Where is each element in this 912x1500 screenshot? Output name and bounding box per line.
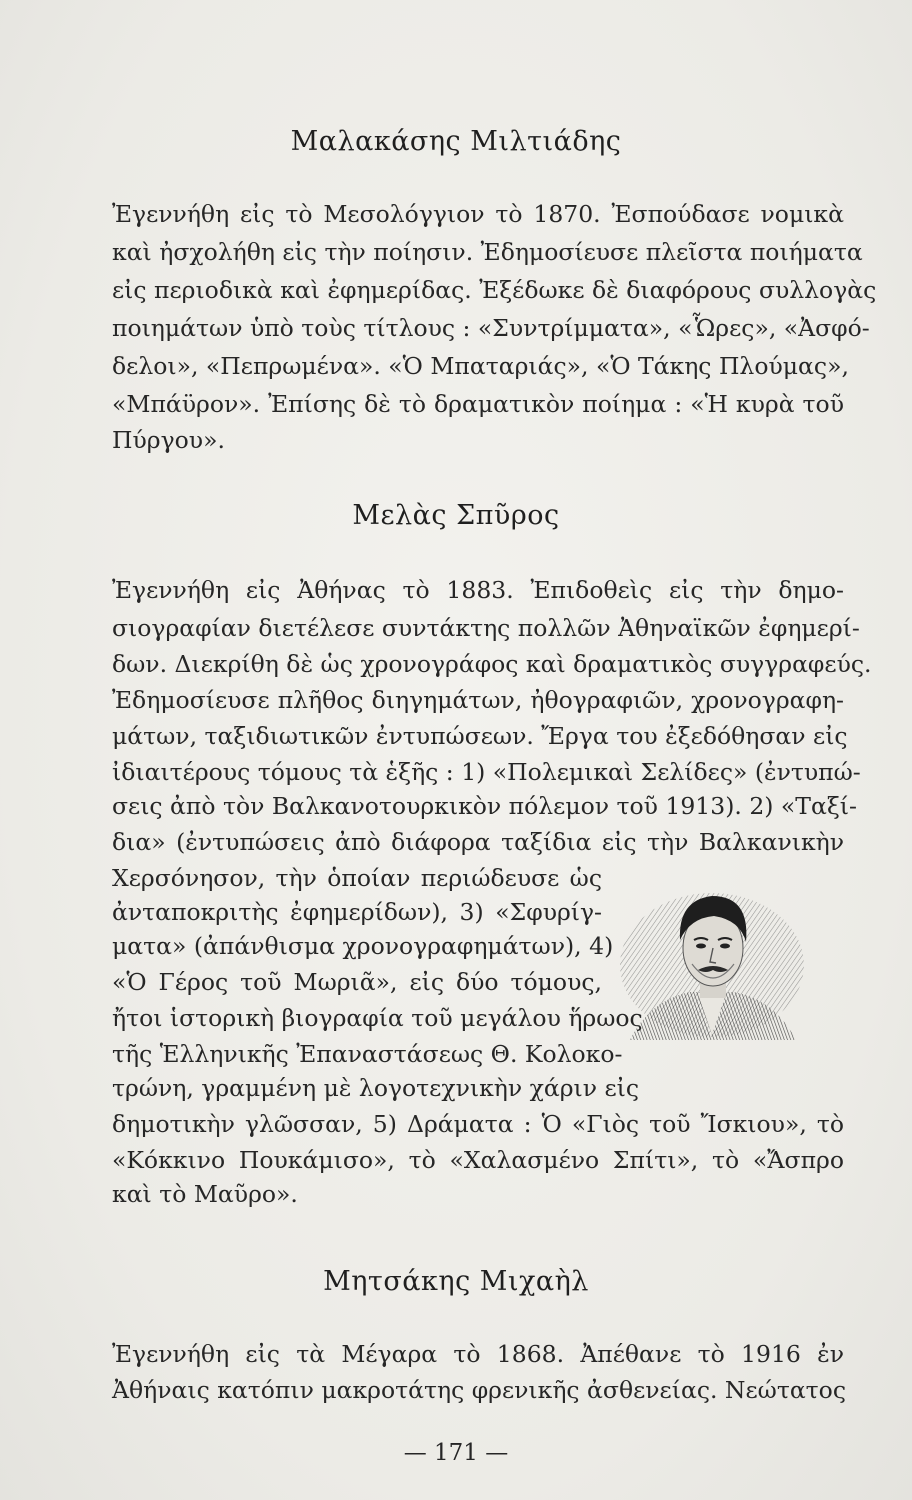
text-line: Ἀθήναις κατόπιν μακροτάτης φρενικῆς ἀσθενείας. Νεώτατος	[112, 1376, 846, 1404]
text-line: ποιημάτων ὑπὸ τοὺς τίτλους : «Συντρίμματα», «Ὧρες», «Ἀσφό-	[112, 314, 870, 342]
text-line: καὶ τὸ Μαῦρο».	[112, 1180, 298, 1208]
text-line: εἰς περιοδικὰ καὶ ἐφημερίδας. Ἐξέδωκε δὲ διαφόρους συλλογὰς	[112, 276, 877, 304]
portrait-engraving-icon	[610, 860, 810, 1060]
text-line: «Ὁ Γέρος τοῦ Μωριᾶ», εἰς δύο τόμους,	[112, 968, 602, 996]
text-line: δια» (ἐντυπώσεις ἀπὸ διάφορα ταξίδια εἰς τὴν Βαλκανικὴν	[112, 828, 844, 856]
text-line: ἰδιαιτέρους τόμους τὰ ἑξῆς : 1) «Πολεμικαὶ Σελίδες» (ἐντυπώ-	[112, 758, 861, 786]
text-line: τῆς Ἑλληνικῆς Ἐπαναστάσεως Θ. Κολοκο-	[112, 1040, 623, 1068]
text-line: «Μπάϋρον». Ἐπίσης δὲ τὸ δραματικὸν ποίημα : «Ἡ κυρὰ τοῦ	[112, 390, 844, 418]
text-line: σεις ἀπὸ τὸν Βαλκανοτουρκικὸν πόλεμον τοῦ 1913). 2) «Ταξί-	[112, 792, 857, 820]
page-number: — 171 —	[403, 1440, 509, 1466]
section-heading-malakasis: Μαλακάσης Μιλτιάδης	[290, 126, 622, 157]
text-line: δημοτικὴν γλῶσσαν, 5) Δράματα : Ὁ «Γιὸς τοῦ Ἴσκιου», τὸ	[112, 1110, 844, 1138]
text-line: ματα» (ἀπάνθισμα χρονογραφημάτων), 4)	[112, 932, 614, 960]
text-line: μάτων, ταξιδιωτικῶν ἐντυπώσεων. Ἔργα του ἐξεδόθησαν εἰς	[112, 722, 848, 750]
text-line: καὶ ἠσχολήθη εἰς τὴν ποίησιν. Ἐδημοσίευσε πλεῖστα ποιήματα	[112, 238, 863, 266]
text-line: δελοι», «Πεπρωμένα». «Ὁ Μπαταριάς», «Ὁ Τάκης Πλούμας»,	[112, 352, 849, 380]
text-line: Ἐγεννήθη εἰς Ἀθήνας τὸ 1883. Ἐπιδοθεὶς εἰς τὴν δημο-	[112, 576, 844, 604]
text-line: σιογραφίαν διετέλεσε συντάκτης πολλῶν Ἀθηναϊκῶν ἐφημερί-	[112, 614, 860, 642]
text-line: Ἐδημοσίευσε πλῆθος διηγημάτων, ἠθογραφιῶν, χρονογραφη-	[112, 686, 844, 714]
text-line: τρώνη, γραμμένη μὲ λογοτεχνικὴν χάριν εἰς	[112, 1074, 640, 1102]
text-line: Χερσόνησον, τὴν ὁποίαν περιώδευσε ὡς	[112, 864, 602, 892]
section-heading-mitsakis: Μητσάκης Μιχαὴλ	[323, 1266, 589, 1297]
text-line: Πύργου».	[112, 426, 225, 454]
text-line: Ἐγεννήθη εἰς τὸ Μεσολόγγιον τὸ 1870. Ἐσπούδασε νομικὰ	[112, 200, 844, 228]
text-line: δων. Διεκρίθη δὲ ὡς χρονογράφος καὶ δραματικὸς συγγραφεύς.	[112, 650, 872, 678]
text-line: «Κόκκινο Πουκάμισο», τὸ «Χαλασμένο Σπίτι», τὸ «Ἄσπρο	[112, 1146, 844, 1174]
text-line: ἀνταποκριτὴς ἐφημερίδων), 3) «Σφυρίγ-	[112, 898, 602, 926]
text-line: Ἐγεννήθη εἰς τὰ Μέγαρα τὸ 1868. Ἀπέθανε τὸ 1916 ἐν	[112, 1340, 844, 1368]
section-heading-melas: Μελὰς Σπῦρος	[352, 500, 560, 531]
text-line: ἤτοι ἱστορικὴ βιογραφία τοῦ μεγάλου ἥρωος	[112, 1004, 643, 1032]
